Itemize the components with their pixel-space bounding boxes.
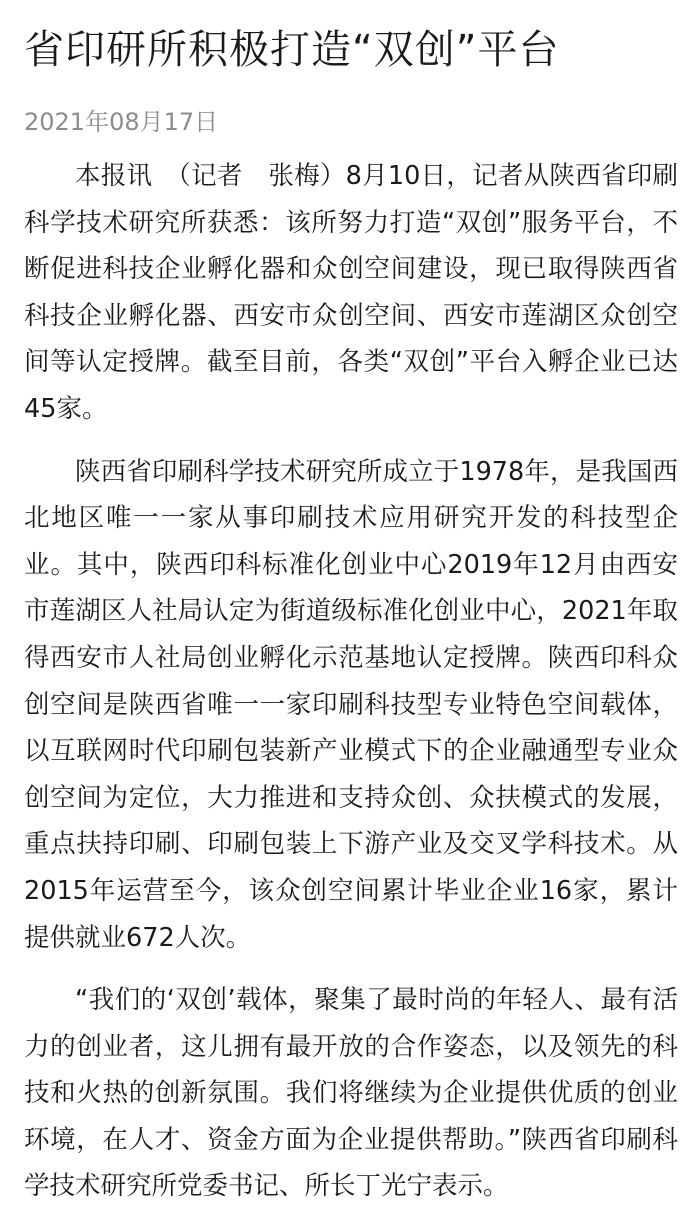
article-paragraph: 本报讯 （记者 张梅）8月10日，记者从陕西省印刷科学技术研究所获悉：该所努力打造“双创”服务平台，不断促进科技企业孵化器和众创空间建设，现已取得陕西省科技企业孵化器、西安市众创空间、西安市莲湖区众创空间等认定授牌。截至目前，各类“双创”平台入孵企业已达45家。	[24, 161, 678, 424]
publish-date: 2021年08月17日	[24, 108, 219, 136]
article-body	[24, 153, 678, 1226]
article-paragraph: “我们的‘双创’载体，聚集了最时尚的年轻人、最有活力的创业者，这儿拥有最开放的合作姿态，以及领先的科技和火热的创新氛围。我们将继续为企业提供优质的创业环境，在人才、资金方面为企业提供帮助。”陕西省印刷科学技术研究所党委书记、所长丁光宁表示。	[24, 985, 678, 1202]
article-title: 省印研所积极打造“双创”平台	[24, 27, 560, 73]
article-paragraph: 陕西省印刷科学技术研究所成立于1978年，是我国西北地区唯一一家从事印刷技术应用研究开发的科技型企业。其中，陕西印科标准化创业中心2019年12月由西安市莲湖区人社局认定为街道级标准化创业中心，2021年取得西安市人社局创业孵化示范基地认定授牌。陕西印科众创空间是陕西省唯一一家印刷科技型专业特色空间载体，以互联网时代印刷包装新产业模式下的企业融通型专业众创空间为定位，大力推进和支持众创、众扶模式的发展，重点扶持印刷、印刷包装上下游产业及交叉学科技术。从2015年运营至今，该众创空间累计毕业企业16家，累计提供就业672人次。	[24, 456, 678, 953]
